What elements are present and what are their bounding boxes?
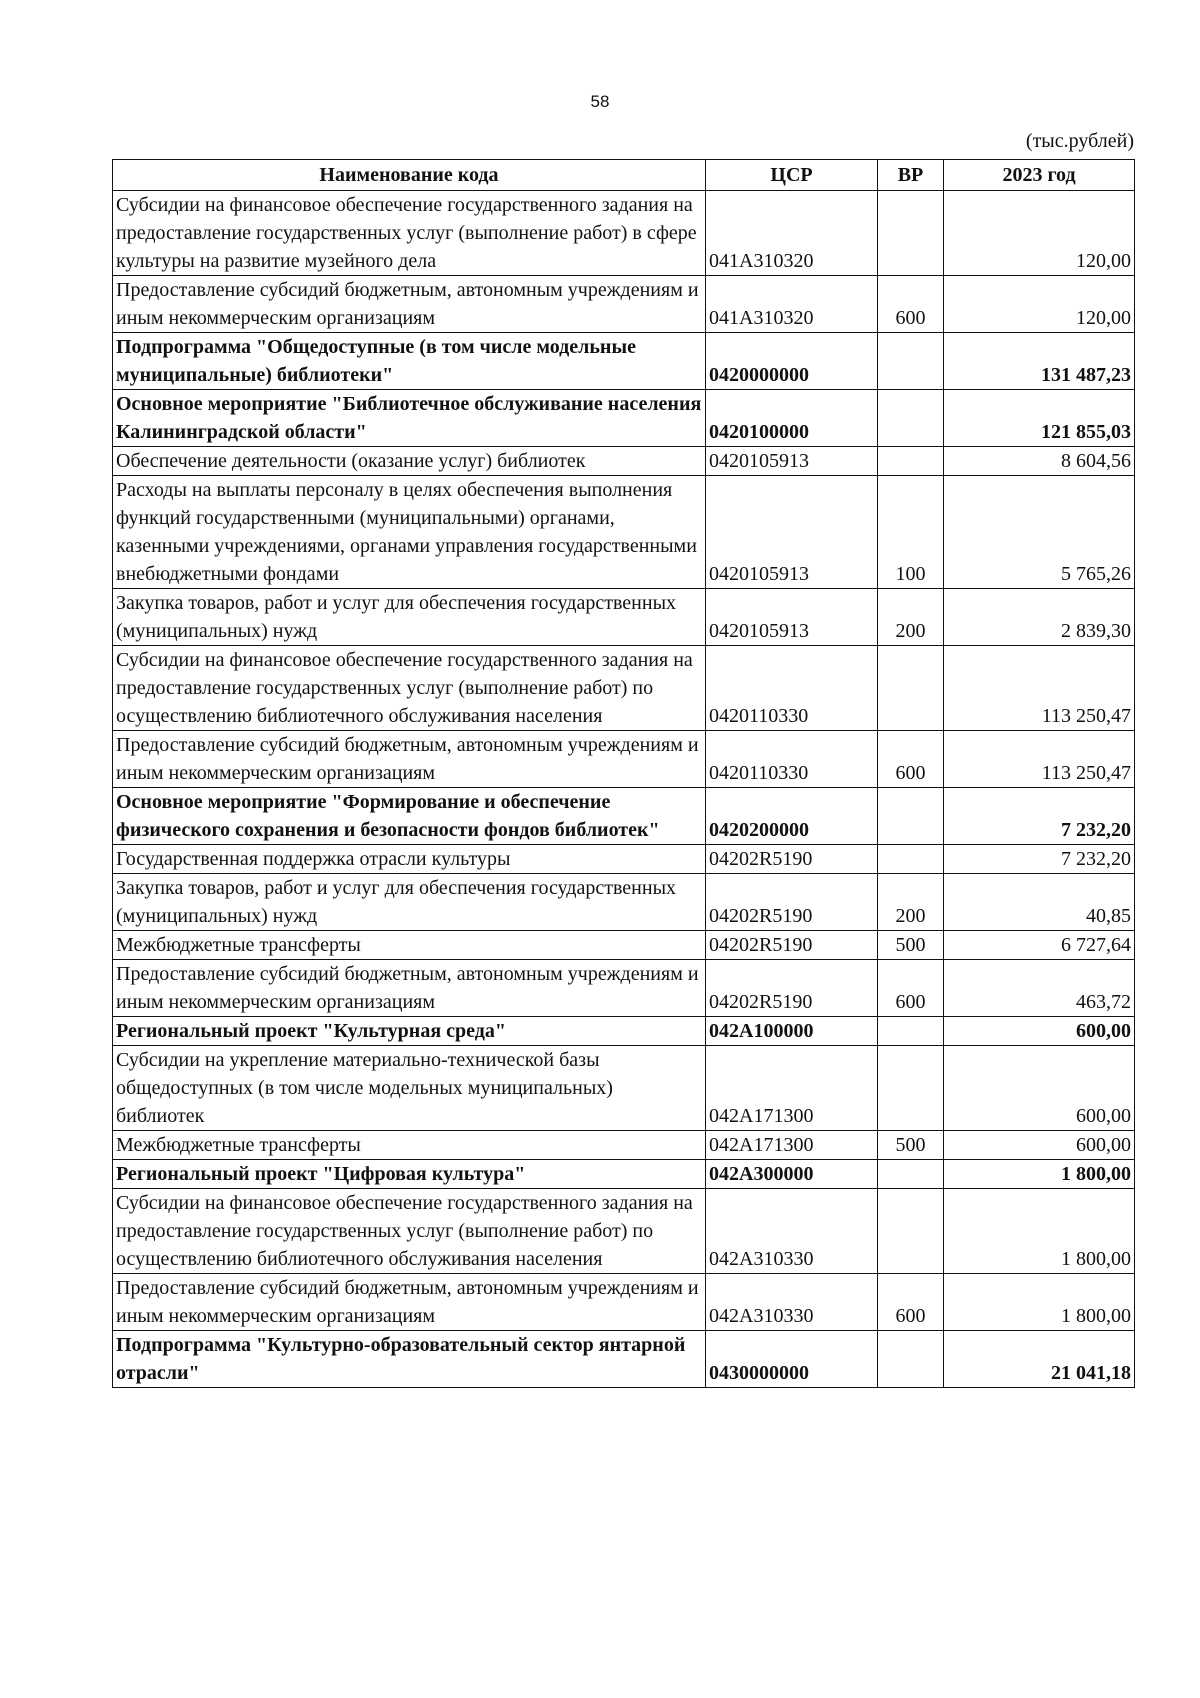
row-amount: 6 727,64: [944, 931, 1135, 960]
row-vr: [878, 390, 944, 447]
row-csr: 0420105913: [706, 589, 878, 646]
row-vr: 200: [878, 589, 944, 646]
row-vr: [878, 1331, 944, 1388]
row-name: Региональный проект "Культурная среда": [113, 1017, 706, 1046]
row-amount: 121 855,03: [944, 390, 1135, 447]
header-year: 2023 год: [944, 160, 1135, 191]
row-name: Закупка товаров, работ и услуг для обеспечения государственных (муниципальных) нужд: [113, 874, 706, 931]
row-csr: 041A310320: [706, 191, 878, 276]
row-amount: 600,00: [944, 1131, 1135, 1160]
row-amount: 120,00: [944, 276, 1135, 333]
table-row: [113, 845, 1135, 874]
budget-table: [112, 159, 1135, 1388]
table-row: [113, 1189, 1135, 1274]
page-number: 58: [590, 92, 610, 111]
row-name: Закупка товаров, работ и услуг для обеспечения государственных (муниципальных) нужд: [113, 589, 706, 646]
row-amount: 1 800,00: [944, 1274, 1135, 1331]
row-amount: 120,00: [944, 191, 1135, 276]
table-row: [113, 731, 1135, 788]
row-name: Основное мероприятие "Формирование и обеспечение физического сохранения и безопасности фондов библиотек": [113, 788, 706, 845]
table-row: [113, 476, 1135, 589]
row-name: Межбюджетные трансферты: [113, 1131, 706, 1160]
row-vr: [878, 1046, 944, 1131]
row-csr: 0420000000: [706, 333, 878, 390]
row-vr: 500: [878, 931, 944, 960]
row-vr: 600: [878, 960, 944, 1017]
row-csr: 04202R5190: [706, 874, 878, 931]
row-amount: 131 487,23: [944, 333, 1135, 390]
row-vr: 600: [878, 731, 944, 788]
row-amount: 40,85: [944, 874, 1135, 931]
table-row: [113, 390, 1135, 447]
table-row: [113, 788, 1135, 845]
row-name: Субсидии на финансовое обеспечение государственного задания на предоставление государственных услуг (выполнение работ) в сфере культуры на развитие музейного дела: [113, 191, 706, 276]
row-name: Предоставление субсидий бюджетным, автономным учреждениям и иным некоммерческим организациям: [113, 731, 706, 788]
row-csr: 0420110330: [706, 731, 878, 788]
table-row: [113, 931, 1135, 960]
row-amount: 1 800,00: [944, 1160, 1135, 1189]
row-csr: 042A310330: [706, 1274, 878, 1331]
row-vr: 600: [878, 1274, 944, 1331]
row-amount: 113 250,47: [944, 646, 1135, 731]
row-amount: 113 250,47: [944, 731, 1135, 788]
table-row: [113, 447, 1135, 476]
row-csr: 04202R5190: [706, 845, 878, 874]
row-name: Расходы на выплаты персоналу в целях обеспечения выполнения функций государственными (муниципальными) органами, казенными учреждениями, органами управления государственными внебюджетными фондами: [113, 476, 706, 589]
table-row: [113, 646, 1135, 731]
row-csr: 0430000000: [706, 1331, 878, 1388]
row-amount: 463,72: [944, 960, 1135, 1017]
table-row: [113, 1331, 1135, 1388]
row-name: Предоставление субсидий бюджетным, автономным учреждениям и иным некоммерческим организациям: [113, 960, 706, 1017]
table-row: [113, 1046, 1135, 1131]
table-row: [113, 874, 1135, 931]
row-csr: 042A310330: [706, 1189, 878, 1274]
table-row: [113, 960, 1135, 1017]
row-csr: 042A171300: [706, 1131, 878, 1160]
row-csr: 0420200000: [706, 788, 878, 845]
row-vr: [878, 1189, 944, 1274]
row-name: Государственная поддержка отрасли культуры: [113, 845, 706, 874]
row-name: Подпрограмма "Культурно-образовательный сектор янтарной отрасли": [113, 1331, 706, 1388]
row-vr: [878, 646, 944, 731]
header-csr: ЦСР: [706, 160, 878, 191]
row-amount: 600,00: [944, 1046, 1135, 1131]
row-csr: 041A310320: [706, 276, 878, 333]
row-amount: 7 232,20: [944, 845, 1135, 874]
row-name: Основное мероприятие "Библиотечное обслуживание населения Калининградской области": [113, 390, 706, 447]
table-row: [113, 589, 1135, 646]
table-row: [113, 1160, 1135, 1189]
table-row: [113, 1131, 1135, 1160]
row-amount: 8 604,56: [944, 447, 1135, 476]
units-note: (тыс.рублей): [1025, 130, 1134, 152]
row-csr: 0420100000: [706, 390, 878, 447]
row-amount: 1 800,00: [944, 1189, 1135, 1274]
row-name: Субсидии на финансовое обеспечение государственного задания на предоставление государственных услуг (выполнение работ) по осуществлению библиотечного обслуживания населения: [113, 1189, 706, 1274]
row-csr: 042A100000: [706, 1017, 878, 1046]
row-vr: [878, 1160, 944, 1189]
row-csr: 04202R5190: [706, 960, 878, 1017]
row-amount: 7 232,20: [944, 788, 1135, 845]
header-vr: ВР: [878, 160, 944, 191]
row-vr: [878, 788, 944, 845]
row-name: Межбюджетные трансферты: [113, 931, 706, 960]
table-row: [113, 1274, 1135, 1331]
row-amount: 600,00: [944, 1017, 1135, 1046]
row-name: Субсидии на финансовое обеспечение государственного задания на предоставление государственных услуг (выполнение работ) по осуществлению библиотечного обслуживания населения: [113, 646, 706, 731]
table-row: [113, 333, 1135, 390]
header-name: Наименование кода: [113, 160, 706, 191]
row-name: Обеспечение деятельности (оказание услуг) библиотек: [113, 447, 706, 476]
row-csr: 042A171300: [706, 1046, 878, 1131]
table-row: [113, 276, 1135, 333]
row-vr: 200: [878, 874, 944, 931]
row-vr: 500: [878, 1131, 944, 1160]
row-name: Предоставление субсидий бюджетным, автономным учреждениям и иным некоммерческим организациям: [113, 1274, 706, 1331]
table-row: [113, 1017, 1135, 1046]
table-row: [113, 191, 1135, 276]
row-amount: 5 765,26: [944, 476, 1135, 589]
table-header-row: [113, 160, 1135, 191]
row-vr: [878, 333, 944, 390]
row-name: Региональный проект "Цифровая культура": [113, 1160, 706, 1189]
row-vr: [878, 447, 944, 476]
row-csr: 0420105913: [706, 476, 878, 589]
row-name: Подпрограмма "Общедоступные (в том числе модельные муниципальные) библиотеки": [113, 333, 706, 390]
row-amount: 2 839,30: [944, 589, 1135, 646]
row-csr: 042A300000: [706, 1160, 878, 1189]
row-amount: 21 041,18: [944, 1331, 1135, 1388]
row-vr: 100: [878, 476, 944, 589]
row-vr: [878, 1017, 944, 1046]
row-vr: [878, 845, 944, 874]
row-csr: 0420110330: [706, 646, 878, 731]
row-csr: 0420105913: [706, 447, 878, 476]
row-vr: 600: [878, 276, 944, 333]
row-vr: [878, 191, 944, 276]
row-csr: 04202R5190: [706, 931, 878, 960]
row-name: Предоставление субсидий бюджетным, автономным учреждениям и иным некоммерческим организациям: [113, 276, 706, 333]
row-name: Субсидии на укрепление материально-технической базы общедоступных (в том числе модельных муниципальных) библиотек: [113, 1046, 706, 1131]
